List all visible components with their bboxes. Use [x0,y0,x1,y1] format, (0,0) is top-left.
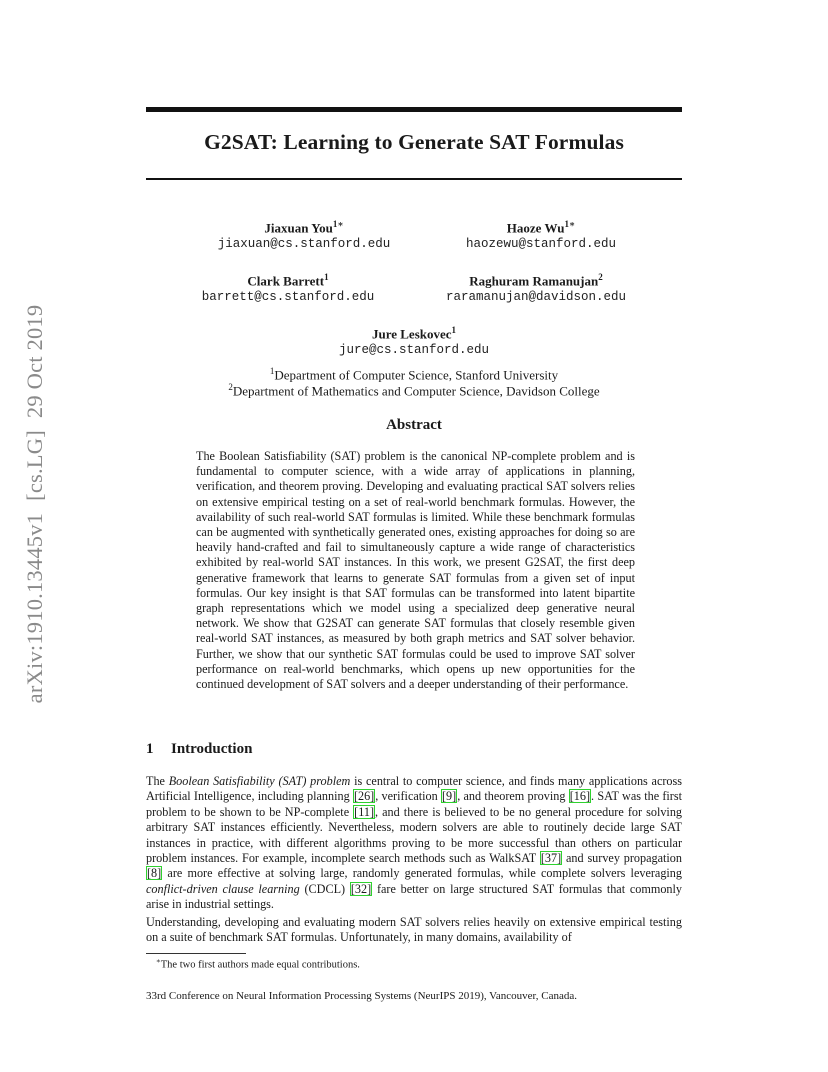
author-email[interactable]: barrett@cs.stanford.edu [201,290,375,305]
author-email[interactable]: haozewu@stanford.edu [465,237,617,252]
text-run: The [146,774,169,788]
paper-title: G2SAT: Learning to Generate SAT Formulas [204,130,624,154]
arxiv-date: 29 Oct 2019 [22,304,47,419]
author-name: Haoze Wu [506,220,565,236]
text-run: is central to computer science, and finds many applications across Artificial Intelligence, including planning [146,774,682,804]
author-block [411,216,671,252]
title-bottom-rule [146,178,682,180]
footnote-text: The two first authors made equal contributions. [160,959,360,971]
emphasis: Boolean Satisfiability (SAT) problem [168,774,351,788]
author-block [158,269,418,305]
footnote-mark: ∗ [156,957,161,965]
footnote [156,955,360,972]
author-name: Raghuram Ramanujan [469,273,599,289]
affiliation-mark: 1 [269,366,275,376]
text-run: , verification [375,789,441,804]
citation-link[interactable]: [37] [540,851,562,866]
text-run: . SAT was the first problem to be shown to be NP-complete [146,789,682,819]
author-mark: 1∗ [564,219,576,229]
text-run: (CDCL) [299,881,350,896]
intro-paragraph-1 [146,774,682,913]
arxiv-stamp [22,244,48,764]
author-mark: 1 [451,325,457,335]
intro-paragraph-2: Understanding, developing and evaluating modern SAT solvers relies heavily on extensive empirical testing on a suite of benchmark SAT formulas. Unfortunately, in many domains, availability of [146,915,682,945]
text-run: fare better on large structured SAT formulas that commonly arise in industrial settings. [146,881,682,912]
author-email[interactable]: jure@cs.stanford.edu [338,343,490,358]
citation-link[interactable]: [26] [353,789,375,804]
author-mark: 1 [324,272,329,282]
author-mark: 2 [598,272,603,282]
author-name: Jiaxuan You [264,220,333,236]
text-run: are more effective at solving large, randomly generated formulas, while complete solvers leveraging [162,866,682,881]
arxiv-category: [cs.LG] [22,430,47,501]
author-email[interactable]: raramanujan@davidson.edu [445,290,627,305]
author-block [406,269,666,305]
footnote-rule [146,953,246,954]
author-mark: 1∗ [332,219,344,229]
affiliation-text: Department of Computer Science, Stanford University [274,367,559,383]
author-block [284,322,544,358]
citation-link[interactable]: [8] [147,866,162,881]
abstract-text: The Boolean Satisfiability (SAT) problem is the canonical NP-complete problem and is fundamental to computer science, with a wide array of applications in planning, verification, and theorem proving. Developing and evaluating practical SAT solvers relies on extensive empirical testing on a set of real-world benchmark formulas. However, the availability of such real-world SAT formulas is limited. While these benchmark formulas can be augmented with synthetically generated ones, existing approaches for doing so are heavily hand-crafted and fail to simultaneously capture a wide range of characteristics exhibited by real-world SAT instances. In this work, we present G2SAT, the first deep generative framework that learns to generate SAT formulas from a given set of input formulas. Our key insight is that SAT formulas can be transformed into latent bipartite graph representations which we model using a specialized deep generative neural network. We show that G2SAT can generate SAT formulas that closely resemble given real-world SAT instances, as measured by both graph metrics and SAT solver behavior. Further, we show that our synthetic SAT formulas could be used to improve SAT solver performance on real-world benchmarks, which opens up new opportunities for the continued development of SAT solvers and a deeper understanding of their performance. [196,449,635,692]
abstract-heading: Abstract [386,417,442,433]
affiliation-text: Department of Mathematics and Computer Science, Davidson College [232,383,600,399]
section-heading [146,741,252,758]
text-run: , and theorem proving [457,789,569,804]
emphasis: conflict-driven clause learning [146,881,300,896]
title-top-rule [146,107,682,112]
author-block [174,216,434,252]
affiliation-mark: 2 [228,382,233,392]
citation-link[interactable]: [32] [350,881,372,896]
author-email[interactable]: jiaxuan@cs.stanford.edu [217,237,391,252]
author-name: Clark Barrett [247,273,325,289]
section-title: Introduction [171,741,253,757]
text-run: and survey propagation [562,851,682,866]
section-number: 1 [146,741,154,757]
citation-link[interactable]: [9] [441,789,457,804]
citation-link[interactable]: [11] [354,804,375,819]
author-name: Jure Leskovec [371,326,452,342]
venue-note: 33rd Conference on Neural Information Processing Systems (NeurIPS 2019), Vancouver, Canada. [146,990,578,1002]
citation-link[interactable]: [16] [569,789,591,804]
text-run: , and there is believed to be no general procedure for solving arbitrary SAT instances efficiently. Nevertheless, modern solvers are able to routinely decide large SAT instances in practice, with different algorithms proving to be more successful than others on particular problem instances. For example, incomplete search methods such as WalkSAT [146,804,683,866]
arxiv-id: arXiv:1910.13445v1 [22,512,47,704]
affiliation [146,380,682,399]
